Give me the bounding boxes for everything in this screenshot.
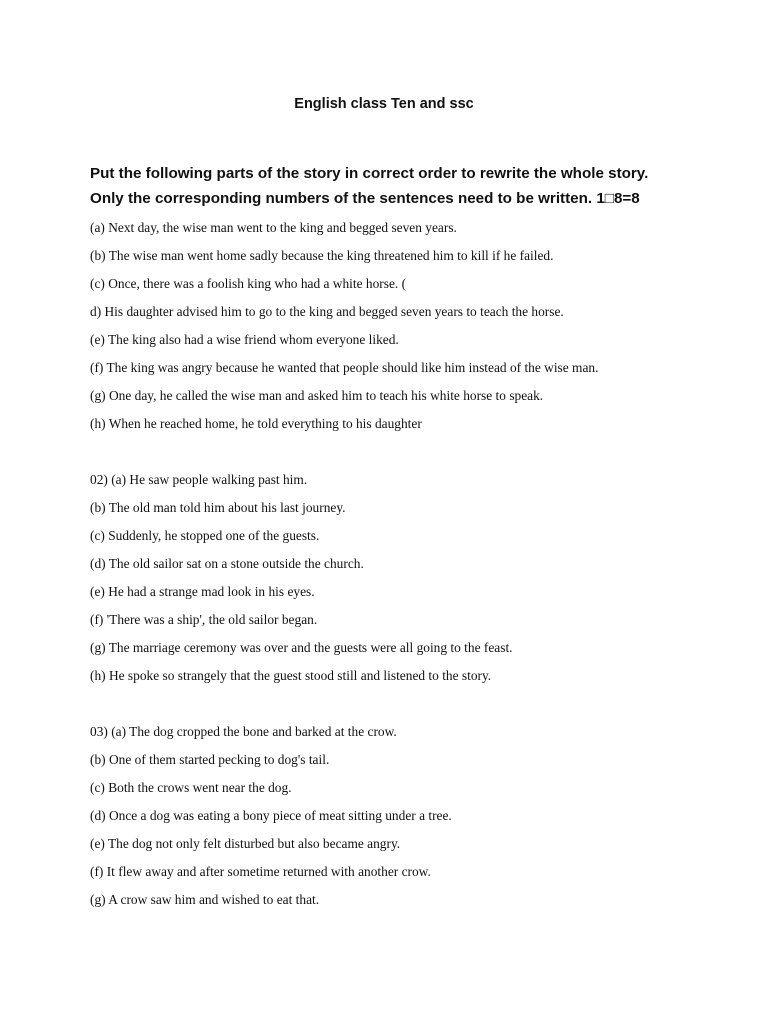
sentence-line: (g) A crow saw him and wished to eat that. — [90, 892, 320, 907]
sentence-line: (f) 'There was a ship', the old sailor began. — [90, 612, 318, 627]
sentence-line: (h) When he reached home, he told everything to his daughter — [90, 416, 422, 431]
sentence-line: (g) One day, he called the wise man and asked him to teach his white horse to speak. — [90, 388, 544, 403]
sentence-line: (c) Suddenly, he stopped one of the guests. — [90, 528, 320, 543]
sentence-line: (e) The dog not only felt disturbed but also became angry. — [90, 836, 401, 851]
sentence-line: (c) Once, there was a foolish king who had a white horse. ( — [90, 276, 407, 291]
sentence-line: (f) It flew away and after sometime returned with another crow. — [90, 864, 431, 879]
sentence-line: (b) The wise man went home sadly because the king threatened him to kill if he failed. — [90, 248, 554, 263]
sentence-line: 03) (a) The dog cropped the bone and barked at the crow. — [90, 724, 397, 739]
sentence-line: (b) The old man told him about his last journey. — [90, 500, 346, 515]
instruction-line-1: Put the following parts of the story in correct order to rewrite the whole story. — [90, 165, 649, 182]
sentence-line: (a) Next day, the wise man went to the king and begged seven years. — [90, 220, 457, 235]
sentence-line: (g) The marriage ceremony was over and the guests were all going to the feast. — [90, 640, 513, 655]
sentence-line: (f) The king was angry because he wanted that people should like him instead of the wise man. — [90, 360, 599, 375]
sentence-line: (e) He had a strange mad look in his eyes. — [90, 584, 315, 599]
sentence-line: (d) Once a dog was eating a bony piece of meat sitting under a tree. — [90, 808, 452, 823]
sentence-line: (e) The king also had a wise friend whom everyone liked. — [90, 332, 399, 347]
sentence-line: d) His daughter advised him to go to the king and begged seven years to teach the horse. — [90, 304, 564, 319]
instruction-line-2: Only the corresponding numbers of the sentences need to be written. 1□8=8 — [90, 190, 640, 207]
sentence-line: (d) The old sailor sat on a stone outside the church. — [90, 556, 364, 571]
sentence-line: 02) (a) He saw people walking past him. — [90, 472, 308, 487]
sentence-line: (h) He spoke so strangely that the guest stood still and listened to the story. — [90, 668, 492, 683]
sentence-line: (c) Both the crows went near the dog. — [90, 780, 292, 795]
sentence-line: (b) One of them started pecking to dog's tail. — [90, 752, 330, 767]
instruction-block — [90, 161, 760, 211]
page-title: English class Ten and ssc — [294, 96, 474, 112]
